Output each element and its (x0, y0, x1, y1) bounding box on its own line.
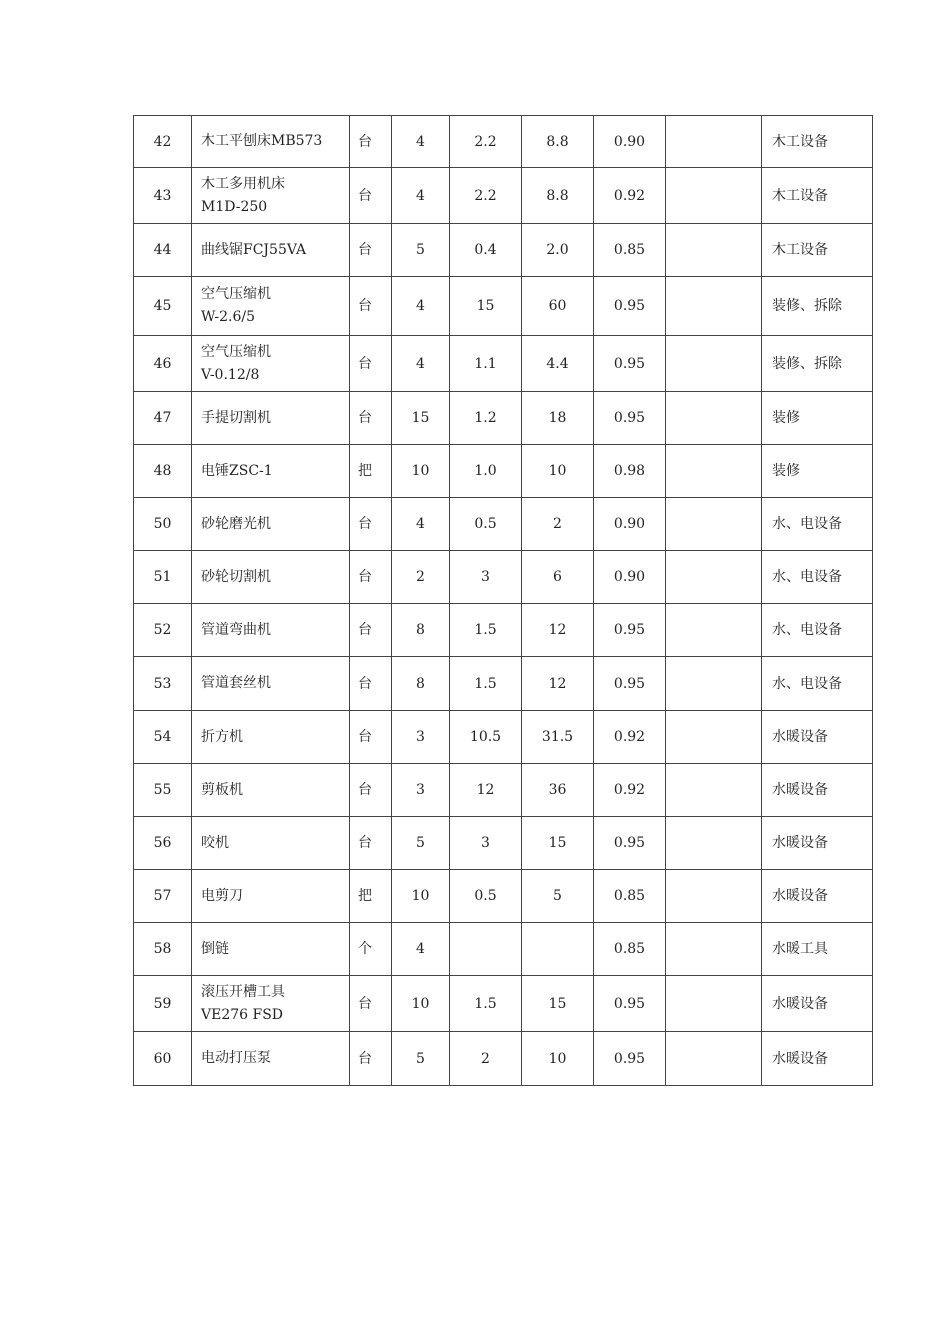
total-power-cell: 2.0 (522, 224, 594, 277)
equipment-name-line: 咬机 (201, 834, 229, 851)
rated-power-cell: 12 (450, 764, 522, 817)
equipment-name-line: 管道弯曲机 (201, 621, 271, 638)
quantity-cell: 15 (392, 392, 450, 445)
equipment-name-line: 空气压缩机 (201, 343, 271, 360)
power-factor-cell: 0.90 (594, 116, 666, 168)
quantity-cell: 8 (392, 657, 450, 711)
total-power-cell (522, 923, 594, 976)
blank-cell (666, 976, 762, 1032)
unit-cell: 台 (350, 168, 392, 224)
power-factor-cell: 0.95 (594, 1032, 666, 1086)
row-number: 44 (134, 224, 192, 277)
power-factor-cell: 0.85 (594, 870, 666, 923)
total-power-cell: 36 (522, 764, 594, 817)
usage-note-cell: 木工设备 (762, 224, 873, 277)
blank-cell (666, 168, 762, 224)
quantity-cell: 10 (392, 976, 450, 1032)
total-power-cell: 15 (522, 976, 594, 1032)
rated-power-cell: 0.5 (450, 498, 522, 551)
quantity-cell: 5 (392, 1032, 450, 1086)
power-factor-cell: 0.95 (594, 392, 666, 445)
usage-note-cell: 水、电设备 (762, 551, 873, 604)
table-row (134, 392, 873, 445)
usage-note-cell: 装修 (762, 445, 873, 498)
unit-cell: 把 (350, 870, 392, 923)
equipment-name (192, 817, 350, 870)
equipment-name (192, 168, 350, 224)
usage-note-cell: 水暖设备 (762, 870, 873, 923)
blank-cell (666, 923, 762, 976)
power-factor-cell: 0.95 (594, 277, 666, 336)
equipment-name-line: 砂轮磨光机 (201, 515, 271, 532)
table-row (134, 336, 873, 392)
rated-power-cell: 15 (450, 277, 522, 336)
usage-note-cell: 水暖设备 (762, 976, 873, 1032)
table-row (134, 764, 873, 817)
blank-cell (666, 498, 762, 551)
row-number: 53 (134, 657, 192, 711)
quantity-cell: 4 (392, 923, 450, 976)
table-row (134, 224, 873, 277)
unit-cell: 台 (350, 116, 392, 168)
equipment-name (192, 116, 350, 168)
power-factor-cell: 0.95 (594, 336, 666, 392)
blank-cell (666, 116, 762, 168)
equipment-name (192, 392, 350, 445)
total-power-cell: 10 (522, 445, 594, 498)
equipment-table-body (134, 116, 873, 1086)
usage-note-cell: 木工设备 (762, 116, 873, 168)
table-row (134, 976, 873, 1032)
rated-power-cell (450, 923, 522, 976)
equipment-name-line: 电锤ZSC-1 (201, 462, 273, 479)
equipment-table (133, 115, 873, 1086)
rated-power-cell: 2 (450, 1032, 522, 1086)
quantity-cell: 4 (392, 277, 450, 336)
equipment-name (192, 657, 350, 711)
equipment-name-line: 电剪刀 (201, 887, 243, 904)
table-row (134, 277, 873, 336)
row-number: 48 (134, 445, 192, 498)
equipment-name-line: 电动打压泵 (201, 1050, 271, 1066)
row-number: 52 (134, 604, 192, 657)
power-factor-cell: 0.90 (594, 551, 666, 604)
usage-note-cell: 水暖设备 (762, 764, 873, 817)
quantity-cell: 8 (392, 604, 450, 657)
unit-cell: 台 (350, 764, 392, 817)
power-factor-cell: 0.98 (594, 445, 666, 498)
table-row (134, 657, 873, 711)
unit-cell: 台 (350, 392, 392, 445)
table-row (134, 168, 873, 224)
row-number: 58 (134, 923, 192, 976)
equipment-name (192, 336, 350, 392)
total-power-cell: 18 (522, 392, 594, 445)
rated-power-cell: 0.5 (450, 870, 522, 923)
equipment-name-line: VE276 FSD (201, 1006, 284, 1023)
power-factor-cell: 0.90 (594, 498, 666, 551)
row-number: 60 (134, 1032, 192, 1086)
table-row (134, 498, 873, 551)
power-factor-cell: 0.95 (594, 604, 666, 657)
equipment-name-line: V-0.12/8 (201, 366, 260, 383)
usage-note-cell: 水暖设备 (762, 1032, 873, 1086)
equipment-name-line: 剪板机 (201, 781, 243, 798)
equipment-name-line: 折方机 (201, 728, 243, 745)
power-factor-cell: 0.95 (594, 817, 666, 870)
row-number: 46 (134, 336, 192, 392)
row-number: 45 (134, 277, 192, 336)
usage-note-cell: 水暖设备 (762, 711, 873, 764)
blank-cell (666, 764, 762, 817)
table-row (134, 116, 873, 168)
equipment-name-line: 手提切割机 (201, 409, 271, 426)
equipment-name (192, 224, 350, 277)
table-row (134, 445, 873, 498)
power-factor-cell: 0.92 (594, 764, 666, 817)
blank-cell (666, 336, 762, 392)
power-factor-cell: 0.92 (594, 711, 666, 764)
quantity-cell: 4 (392, 168, 450, 224)
usage-note-cell: 水、电设备 (762, 604, 873, 657)
quantity-cell: 4 (392, 498, 450, 551)
row-number: 59 (134, 976, 192, 1032)
blank-cell (666, 224, 762, 277)
quantity-cell: 4 (392, 116, 450, 168)
rated-power-cell: 3 (450, 551, 522, 604)
quantity-cell: 10 (392, 445, 450, 498)
row-number: 50 (134, 498, 192, 551)
equipment-name (192, 711, 350, 764)
quantity-cell: 4 (392, 336, 450, 392)
quantity-cell: 10 (392, 870, 450, 923)
quantity-cell: 5 (392, 817, 450, 870)
quantity-cell: 3 (392, 711, 450, 764)
blank-cell (666, 277, 762, 336)
rated-power-cell: 3 (450, 817, 522, 870)
total-power-cell: 8.8 (522, 168, 594, 224)
total-power-cell: 60 (522, 277, 594, 336)
row-number: 56 (134, 817, 192, 870)
equipment-name (192, 498, 350, 551)
table-row (134, 551, 873, 604)
blank-cell (666, 1032, 762, 1086)
blank-cell (666, 711, 762, 764)
row-number: 47 (134, 392, 192, 445)
usage-note-cell: 水、电设备 (762, 498, 873, 551)
unit-cell: 台 (350, 498, 392, 551)
total-power-cell: 5 (522, 870, 594, 923)
power-factor-cell: 0.85 (594, 224, 666, 277)
unit-cell: 台 (350, 817, 392, 870)
blank-cell (666, 392, 762, 445)
unit-cell: 台 (350, 976, 392, 1032)
row-number: 55 (134, 764, 192, 817)
blank-cell (666, 657, 762, 711)
total-power-cell: 2 (522, 498, 594, 551)
table-row (134, 604, 873, 657)
row-number: 51 (134, 551, 192, 604)
unit-cell: 台 (350, 336, 392, 392)
rated-power-cell: 1.2 (450, 392, 522, 445)
row-number: 43 (134, 168, 192, 224)
total-power-cell: 31.5 (522, 711, 594, 764)
equipment-name (192, 976, 350, 1032)
unit-cell: 台 (350, 604, 392, 657)
unit-cell: 台 (350, 551, 392, 604)
unit-cell: 台 (350, 277, 392, 336)
equipment-name (192, 551, 350, 604)
unit-cell: 台 (350, 711, 392, 764)
equipment-name-line: 倒链 (201, 940, 229, 957)
equipment-name (192, 604, 350, 657)
rated-power-cell: 2.2 (450, 116, 522, 168)
table-row (134, 817, 873, 870)
usage-note-cell: 水、电设备 (762, 657, 873, 711)
equipment-name-line: 空气压缩机 (201, 286, 271, 302)
usage-note-cell: 装修、拆除 (762, 277, 873, 336)
blank-cell (666, 604, 762, 657)
table-row (134, 711, 873, 764)
equipment-name-line: 曲线锯FCJ55VA (201, 241, 307, 258)
total-power-cell: 4.4 (522, 336, 594, 392)
usage-note-cell: 水暖设备 (762, 817, 873, 870)
blank-cell (666, 551, 762, 604)
total-power-cell: 8.8 (522, 116, 594, 168)
equipment-name (192, 277, 350, 336)
row-number: 54 (134, 711, 192, 764)
equipment-name-line: 砂轮切割机 (201, 568, 271, 585)
rated-power-cell: 1.5 (450, 604, 522, 657)
table-row (134, 870, 873, 923)
rated-power-cell: 1.1 (450, 336, 522, 392)
equipment-name-line: W-2.6/5 (201, 309, 255, 325)
total-power-cell: 12 (522, 604, 594, 657)
quantity-cell: 3 (392, 764, 450, 817)
equipment-name-line: M1D-250 (201, 198, 268, 215)
blank-cell (666, 870, 762, 923)
power-factor-cell: 0.95 (594, 657, 666, 711)
usage-note-cell: 装修 (762, 392, 873, 445)
rated-power-cell: 0.4 (450, 224, 522, 277)
power-factor-cell: 0.92 (594, 168, 666, 224)
quantity-cell: 5 (392, 224, 450, 277)
blank-cell (666, 817, 762, 870)
total-power-cell: 12 (522, 657, 594, 711)
usage-note-cell: 装修、拆除 (762, 336, 873, 392)
usage-note-cell: 水暖工具 (762, 923, 873, 976)
equipment-name-line: 木工平刨床MB573 (201, 133, 323, 149)
rated-power-cell: 1.5 (450, 976, 522, 1032)
total-power-cell: 15 (522, 817, 594, 870)
equipment-name (192, 445, 350, 498)
rated-power-cell: 1.5 (450, 657, 522, 711)
equipment-name (192, 1032, 350, 1086)
total-power-cell: 6 (522, 551, 594, 604)
row-number: 57 (134, 870, 192, 923)
power-factor-cell: 0.85 (594, 923, 666, 976)
rated-power-cell: 10.5 (450, 711, 522, 764)
unit-cell: 台 (350, 657, 392, 711)
equipment-name (192, 764, 350, 817)
rated-power-cell: 2.2 (450, 168, 522, 224)
equipment-name-line: 滚压开槽工具 (201, 983, 285, 1000)
unit-cell: 台 (350, 1032, 392, 1086)
usage-note-cell: 木工设备 (762, 168, 873, 224)
table-row (134, 1032, 873, 1086)
blank-cell (666, 445, 762, 498)
unit-cell: 台 (350, 224, 392, 277)
equipment-name-line: 管道套丝机 (201, 675, 271, 691)
table-row (134, 923, 873, 976)
equipment-name (192, 870, 350, 923)
equipment-name (192, 923, 350, 976)
equipment-name-line: 木工多用机床 (201, 175, 285, 192)
quantity-cell: 2 (392, 551, 450, 604)
total-power-cell: 10 (522, 1032, 594, 1086)
rated-power-cell: 1.0 (450, 445, 522, 498)
row-number: 42 (134, 116, 192, 168)
unit-cell: 把 (350, 445, 392, 498)
unit-cell: 个 (350, 923, 392, 976)
power-factor-cell: 0.95 (594, 976, 666, 1032)
